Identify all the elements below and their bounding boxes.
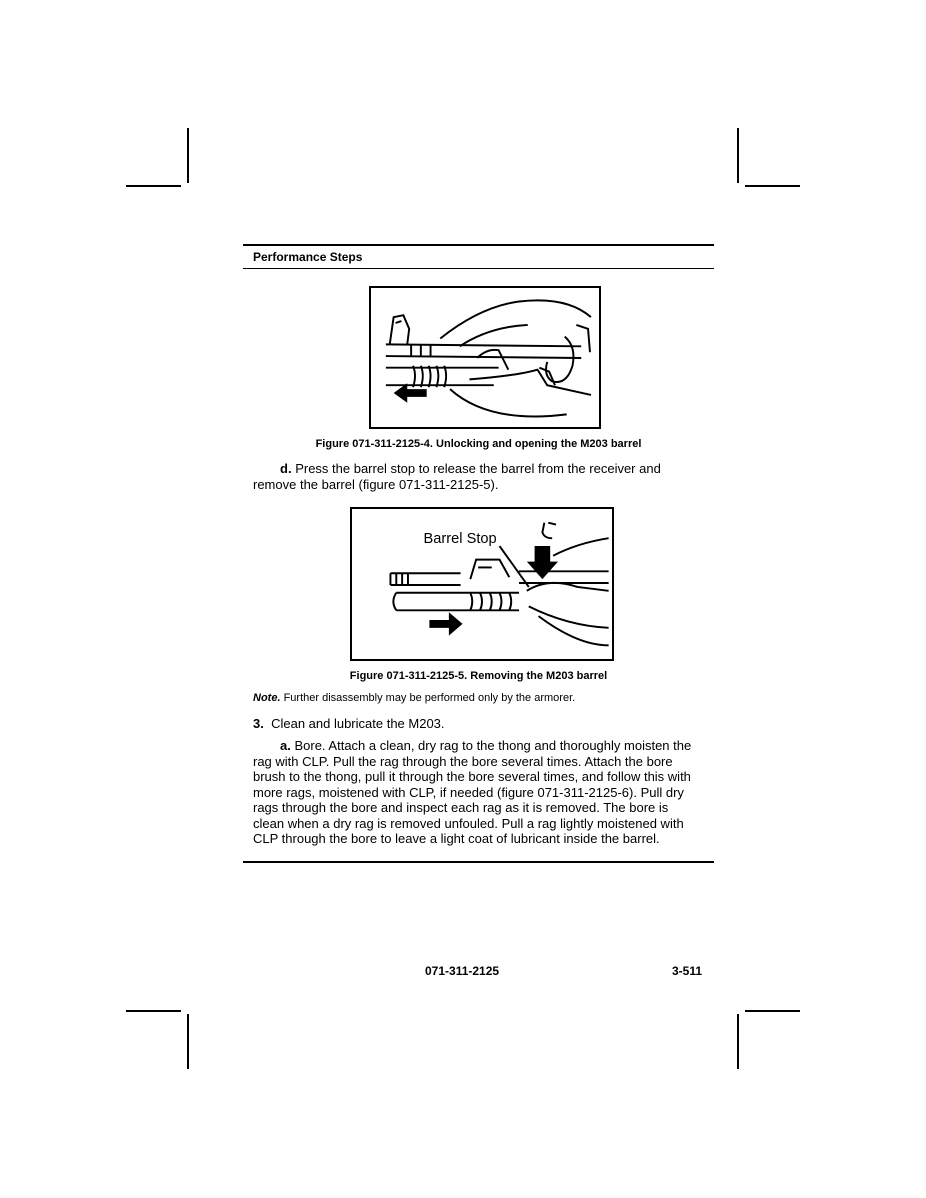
step-3-label: 3. <box>253 716 264 731</box>
section-title: Performance Steps <box>253 250 363 264</box>
footer-page-number: 3-511 <box>672 964 703 978</box>
figure-5-caption: Figure 071-311-2125-5. Removing the M203 barrel <box>349 670 608 682</box>
figure-4-caption: Figure 071-311-2125-4. Unlocking and opening the M203 barrel <box>315 438 642 450</box>
crop-mark-top-right-vertical <box>737 128 739 183</box>
step-3a-text: Bore. Attach a clean, dry rag to the thong and thoroughly moisten the rag with CLP. Pull the rag through the bore several times. Attach the bore brush to the thong, pull it through the bore several times, and follow this with more rags, moistened with CLP, if needed (figure 071-311-2125-6). Pull dry rags through the bore and inspect each rag as it is removed. The bore is clean when a dry rag is removed unfouled. Pull a rag lightly moistened with CLP through the bore to leave a light coat of lubricant inside the barrel. <box>253 738 692 846</box>
note-label: Note. <box>253 692 281 704</box>
removing-barrel-drawing <box>352 509 612 659</box>
step-3-text: Clean and lubricate the M203. <box>271 716 445 731</box>
step-3-paragraph <box>253 716 696 732</box>
step-d-text: Press the barrel stop to release the barrel from the receiver and remove the barrel (figure 071-311-2125-5). <box>253 461 661 492</box>
unlocking-barrel-drawing <box>371 288 599 427</box>
figure-4-illustration <box>369 286 601 429</box>
crop-mark-bottom-left-vertical <box>187 1014 189 1069</box>
crop-mark-bottom-left-horizontal <box>126 1010 181 1012</box>
step-3a-label: a. <box>280 738 291 753</box>
crop-mark-top-right-horizontal <box>745 185 800 187</box>
barrel-stop-callout: Barrel Stop <box>423 531 497 548</box>
crop-mark-top-left-horizontal <box>126 185 181 187</box>
crop-mark-bottom-right-horizontal <box>745 1010 800 1012</box>
section-end-rule <box>243 861 714 863</box>
header-top-rule <box>243 244 714 246</box>
crop-mark-top-left-vertical <box>187 128 189 183</box>
step-d-label: d. <box>280 461 292 476</box>
step-d-paragraph <box>253 461 696 492</box>
note-text: Further disassembly may be performed only by the armorer. <box>283 692 576 704</box>
step-3a-paragraph <box>253 738 696 847</box>
note-line <box>253 692 575 704</box>
header-bottom-rule <box>243 268 714 269</box>
footer-task-number: 071-311-2125 <box>425 964 500 978</box>
crop-mark-bottom-right-vertical <box>737 1014 739 1069</box>
figure-5-illustration <box>350 507 614 661</box>
